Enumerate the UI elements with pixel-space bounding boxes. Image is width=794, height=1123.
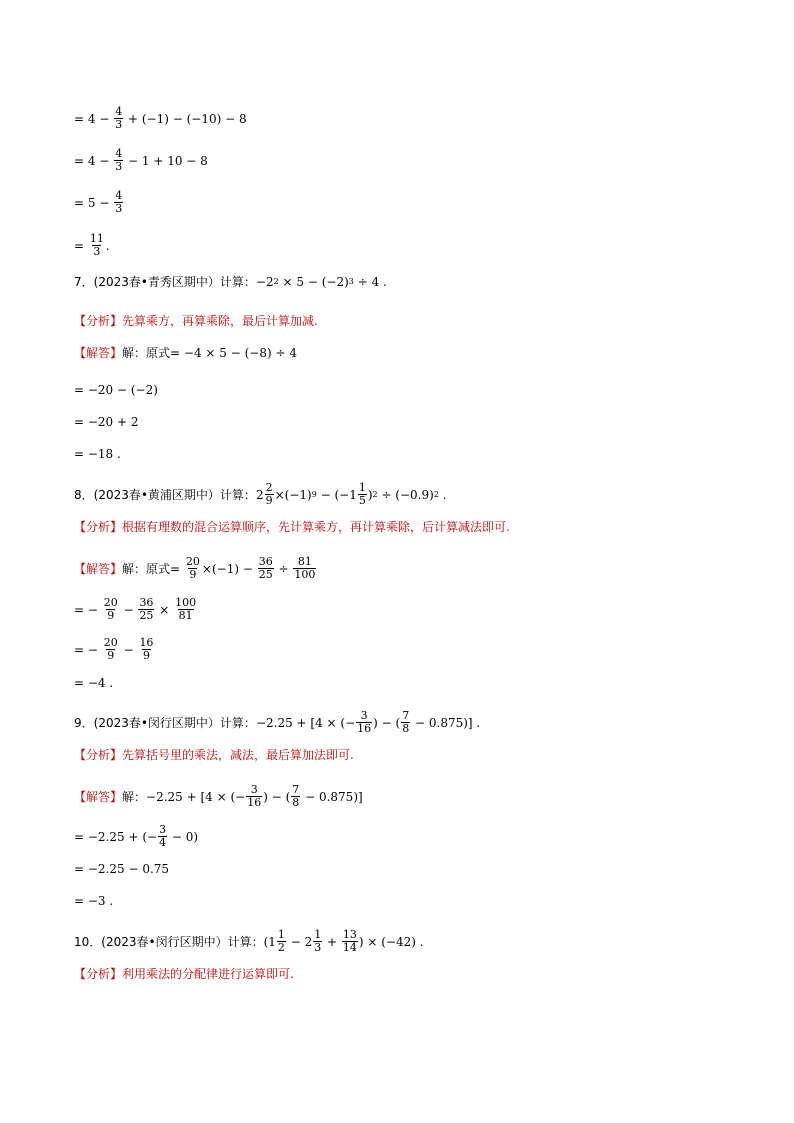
solution-step: = −20 − (−2): [74, 383, 158, 397]
analysis-9: 【分析】 先算括号里的乘法，减法，最后算加法即可.: [74, 748, 354, 762]
solution-result: = −4 .: [74, 676, 114, 690]
answer-7: 【解答】 解：原式 = −4 × 5 − (−8) ÷ 4: [74, 346, 297, 360]
fraction: $\frac{4}{3}$: [115, 105, 123, 131]
solution-step: = 4 − $\frac{4}{3}$ + (−1) − (−10) − 8: [74, 105, 247, 131]
solution-step: = − $\frac{20}{9}$ − $\frac{16}{9}$: [74, 636, 154, 662]
solution-step: = −2.25 + (− $\frac{3}{4}$ − 0): [74, 823, 199, 849]
solution-step: = − $\frac{20}{9}$ − $\frac{36}{25}$ × $\frac{100}{81}$: [74, 596, 197, 622]
fraction: $\frac{7}{8}$: [292, 783, 300, 809]
solution-step: = −20 + 2: [74, 415, 139, 429]
fraction: $\frac{3}{16}$: [357, 709, 372, 735]
fraction: $\frac{2}{9}$: [265, 481, 273, 507]
question-8: 8．(2023春•黄浦区期中）计算： 2 $\frac{2}{9}$ ×(−1) 9 − (−1 $\frac{1}{5}$ ) 2 ÷ (−0.9) 2 .: [74, 481, 447, 507]
analysis-tag: 【分析】: [74, 520, 123, 534]
fraction: $\frac{11}{3}$: [89, 232, 104, 258]
analysis-8: 【分析】 根据有理数的混合运算顺序，先计算乘方，再计算乘除，后计算减法即可.: [74, 520, 510, 534]
answer-tag: 【解答】: [74, 346, 123, 360]
question-9: 9．(2023春•闵行区期中）计算： −2.25 + [4 × (− $\frac{3}{16}$ ) − ( $\frac{7}{8}$ − 0.875)] .: [74, 709, 481, 735]
solution-result: = $\frac{11}{3}$ .: [74, 232, 110, 258]
fraction: $\frac{20}{9}$: [103, 596, 118, 622]
analysis-tag: 【分析】: [74, 748, 123, 762]
fraction: $\frac{20}{9}$: [185, 555, 200, 581]
question-10: 10．(2023春•闵行区期中）计算： (1 $\frac{1}{2}$ − 2 $\frac{1}{3}$ + $\frac{13}{14}$ ) × (−42) .: [74, 928, 424, 954]
fraction: $\frac{3}{16}$: [247, 783, 262, 809]
fraction: $\frac{81}{100}$: [294, 555, 316, 581]
solution-result: = −18 .: [74, 447, 121, 461]
answer-tag: 【解答】: [74, 789, 123, 804]
analysis-10: 【分析】 利用乘法的分配律进行运算即可.: [74, 967, 294, 981]
analysis-tag: 【分析】: [74, 967, 123, 981]
fraction: $\frac{13}{14}$: [342, 928, 357, 954]
fraction: $\frac{36}{25}$: [139, 596, 154, 622]
fraction: $\frac{1}{5}$: [358, 481, 366, 507]
question-7: 7．(2023春•青秀区期中）计算： −2 2 × 5 − (−2) 3 ÷ 4 .: [74, 275, 387, 289]
answer-8: 【解答】 解：原式 = $\frac{20}{9}$ ×(−1) − $\frac{36}{25}$ ÷ $\frac{81}{100}$: [74, 555, 316, 581]
fraction: $\frac{4}{3}$: [115, 189, 123, 215]
answer-9: 【解答】 解： −2.25 + [4 × (− $\frac{3}{16}$ ) − ( $\frac{7}{8}$ − 0.875)]: [74, 783, 363, 809]
fraction: $\frac{20}{9}$: [103, 636, 118, 662]
fraction: $\frac{1}{3}$: [314, 928, 322, 954]
answer-tag: 【解答】: [74, 561, 123, 576]
solution-step: = 5 − $\frac{4}{3}$: [74, 189, 123, 215]
solution-step: = −2.25 − 0.75: [74, 862, 170, 876]
fraction: $\frac{7}{8}$: [402, 709, 410, 735]
analysis-tag: 【分析】: [74, 314, 123, 328]
fraction: $\frac{100}{81}$: [175, 596, 197, 622]
fraction: $\frac{3}{4}$: [159, 823, 167, 849]
fraction: $\frac{4}{3}$: [115, 147, 123, 173]
fraction: $\frac{1}{2}$: [277, 928, 285, 954]
fraction: $\frac{36}{25}$: [258, 555, 273, 581]
solution-result: = −3 .: [74, 894, 114, 908]
analysis-7: 【分析】 先算乘方，再算乘除，最后计算加减.: [74, 314, 318, 328]
solution-step: = 4 − $\frac{4}{3}$ − 1 + 10 − 8: [74, 147, 208, 173]
fraction: $\frac{16}{9}$: [139, 636, 154, 662]
